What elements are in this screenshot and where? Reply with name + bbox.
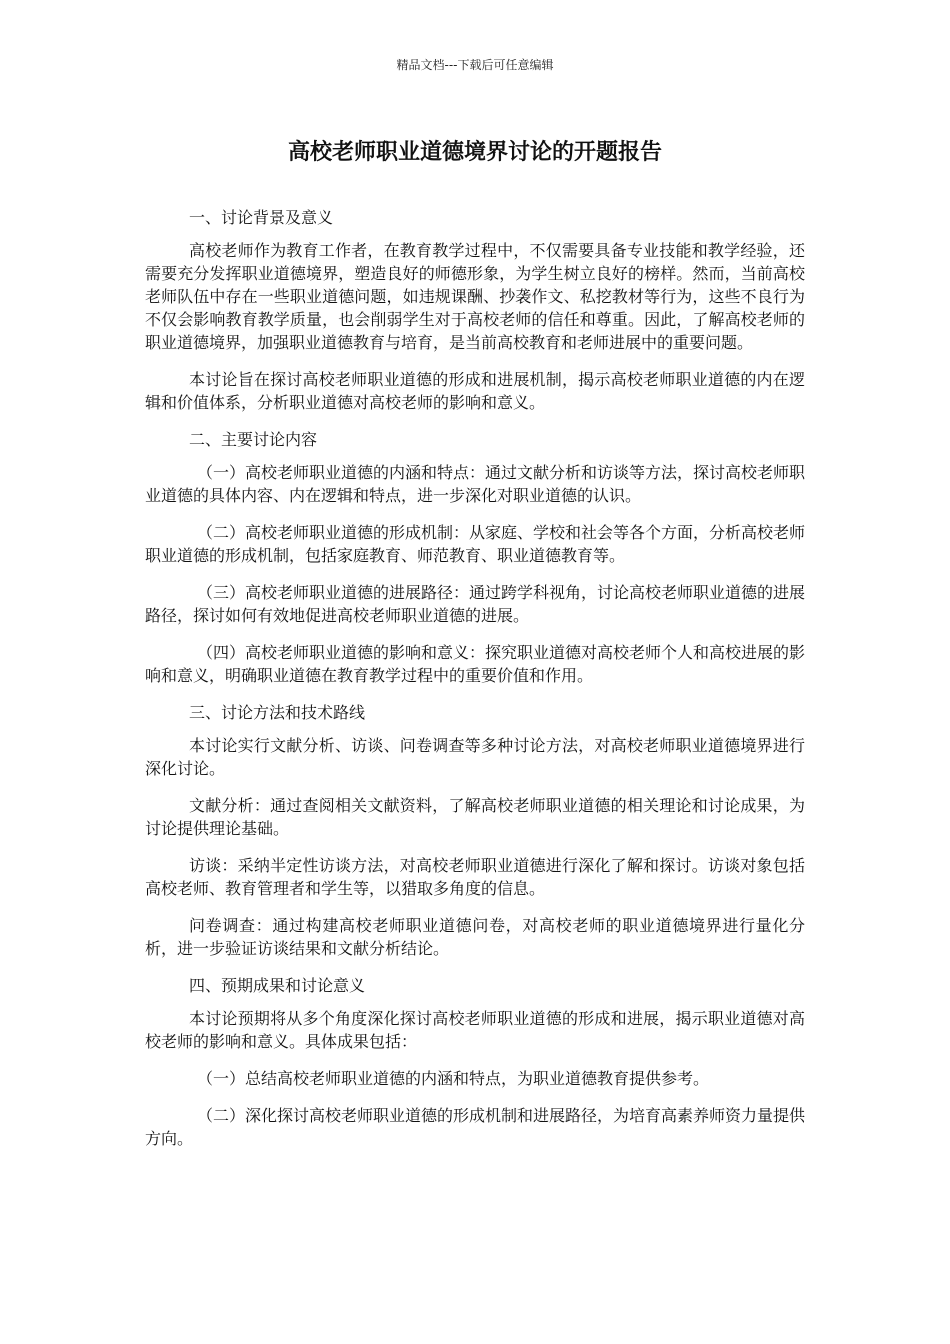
outcome-item-1: （一）总结高校老师职业道德的内涵和特点，为职业道德教育提供参考。 <box>197 1069 710 1088</box>
document-body <box>145 206 805 1164</box>
section-heading-outcomes: 四、预期成果和讨论意义 <box>189 976 366 995</box>
header-note: 精品文档---下载后可任意编辑 <box>396 58 554 72</box>
paragraph-questionnaire: 问卷调查：通过构建高校老师职业道德问卷，对高校老师的职业道德境界进行量化分析，进一步验证访谈结果和文献分析结论。 <box>145 916 805 958</box>
section-heading-methods: 三、讨论方法和技术路线 <box>189 703 366 722</box>
section-heading-background: 一、讨论背景及意义 <box>189 208 334 227</box>
paragraph-purpose: 本讨论旨在探讨高校老师职业道德的形成和进展机制，揭示高校老师职业道德的内在逻辑和价值体系，分析职业道德对高校老师的影响和意义。 <box>145 370 805 412</box>
content-item-1: （一）高校老师职业道德的内涵和特点：通过文献分析和访谈等方法，探讨高校老师职业道德的具体内容、内在逻辑和特点，进一步深化对职业道德的认识。 <box>145 463 806 505</box>
paragraph-interview: 访谈：采纳半定性访谈方法，对高校老师职业道德进行深化了解和探讨。访谈对象包括高校老师、教育管理者和学生等，以猎取多角度的信息。 <box>145 856 805 898</box>
outcome-item-2: （二）深化探讨高校老师职业道德的形成机制和进展路径，为培育高素养师资力量提供方向。 <box>145 1106 806 1148</box>
paragraph-literature-analysis: 文献分析：通过查阅相关文献资料，了解高校老师职业道德的相关理论和讨论成果，为讨论提供理论基础。 <box>145 796 805 838</box>
paragraph-outcomes-overview: 本讨论预期将从多个角度深化探讨高校老师职业道德的形成和进展，揭示职业道德对高校老师的影响和意义。具体成果包括： <box>145 1009 805 1051</box>
document-title: 高校老师职业道德境界讨论的开题报告 <box>287 140 662 165</box>
content-item-3: （三）高校老师职业道德的进展路径：通过跨学科视角，讨论高校老师职业道德的进展路径，探讨如何有效地促进高校老师职业道德的进展。 <box>145 583 806 625</box>
paragraph-background: 高校老师作为教育工作者，在教育教学过程中，不仅需要具备专业技能和教学经验，还需要充分发挥职业道德境界，塑造良好的师德形象，为学生树立良好的榜样。然而，当前高校老师队伍中存在一些职业道德问题，如违规课酬、抄袭作文、私挖教材等行为，这些不良行为不仅会影响教育教学质量，也会削弱学生对于高校老师的信任和尊重。因此，了解高校老师的职业道德境界，加强职业道德教育与培育，是当前高校教育和老师进展中的重要问题。 <box>145 241 805 352</box>
paragraph-methods-overview: 本讨论实行文献分析、访谈、问卷调查等多种讨论方法，对高校老师职业道德境界进行深化讨论。 <box>145 736 805 778</box>
content-item-2: （二）高校老师职业道德的形成机制：从家庭、学校和社会等各个方面，分析高校老师职业道德的形成机制，包括家庭教育、师范教育、职业道德教育等。 <box>145 523 806 565</box>
content-item-4: （四）高校老师职业道德的影响和意义：探究职业道德对高校老师个人和高校进展的影响和意义，明确职业道德在教育教学过程中的重要价值和作用。 <box>145 643 806 685</box>
section-heading-content: 二、主要讨论内容 <box>189 430 318 449</box>
